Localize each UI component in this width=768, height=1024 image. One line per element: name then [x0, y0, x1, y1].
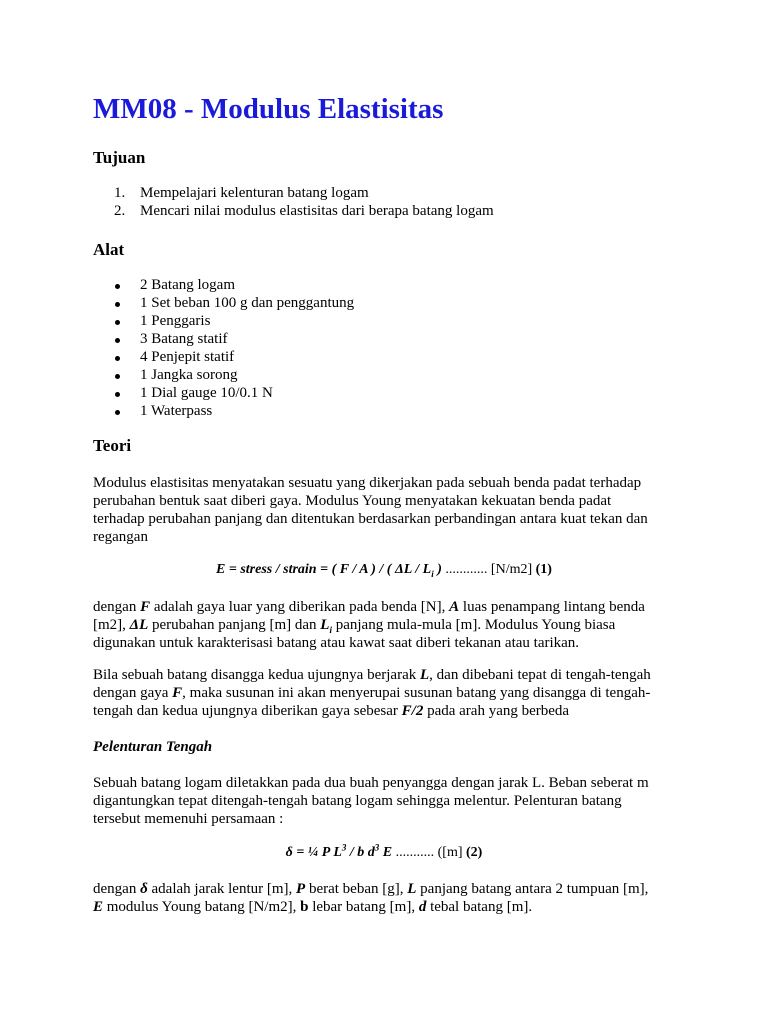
- list-item: 1 Jangka sorong: [93, 366, 653, 384]
- pelenturan-heading: Pelenturan Tengah: [93, 739, 213, 755]
- list-item: 1. Mempelajari kelenturan batang logam: [114, 185, 369, 201]
- bullet-icon: [115, 320, 120, 325]
- formula-1: E = stress / strain = ( F / A ) / ( ΔL / $L_i$ ) ............ [N/m2] (1): [216, 562, 552, 579]
- alat-list: [93, 276, 653, 420]
- list-item: 1 Dial gauge 10/0.1 N: [93, 384, 653, 402]
- page-title: MM08 - Modulus Elastisitas: [93, 93, 444, 125]
- tujuan-heading: Tujuan: [93, 148, 146, 167]
- formula-2: δ = ¼ P $L^3$ / b $d^3$ E ........... ([m] (2): [285, 842, 483, 860]
- bullet-icon: [115, 374, 120, 379]
- tujuan-list: [93, 184, 653, 220]
- list-item: 1 Set beban 100 g dan penggantung: [93, 294, 653, 312]
- list-item: 4 Penjepit statif: [93, 348, 653, 366]
- bullet-icon: [115, 302, 120, 307]
- list-item: 2 Batang logam: [93, 276, 653, 294]
- list-item: 1 Waterpass: [93, 402, 653, 420]
- list-item: 3 Batang statif: [93, 330, 653, 348]
- bullet-icon: [115, 338, 120, 343]
- list-item: 1 Penggaris: [93, 312, 653, 330]
- teori-heading: Teori: [93, 436, 132, 455]
- bullet-icon: [115, 356, 120, 361]
- teori-paragraph-2: dengan F adalah gaya luar yang diberikan pada benda [N], A luas penampang lintang benda [m2], ΔL perubahan panjang [m] dan $L_i$ panjang mula-mula [m]. Modulus Young biasa digunakan untuk karakterisasi batang atau kawat saat diberi tekanan atau tarikan.: [93, 599, 645, 651]
- teori-paragraph-3: Bila sebuah batang disangga kedua ujungnya berjarak L, dan dibebani tepat di tengah-tengah dengan gaya F, maka susunan ini akan menyerupai susunan batang yang disangga di tengah- tengah dan kedua ujungnya diberikan gaya sebesar F/2 pada arah yang berbeda: [93, 667, 651, 719]
- teori-paragraph-1: Modulus elastisitas menyatakan sesuatu yang dikerjakan pada sebuah benda padat terhadap perubahan bentuk saat diberi gaya. Modulus Young menyatakan kekuatan benda padat terhadap perubahan panjang dan ditentukan berdasarkan perbandingan antara kuat tekan dan regangan: [93, 475, 648, 545]
- alat-heading: Alat: [93, 240, 125, 259]
- bullet-icon: [115, 410, 120, 415]
- list-item: 2. Mencari nilai modulus elastisitas dari berapa batang logam: [114, 203, 494, 219]
- pelenturan-paragraph-1: Sebuah batang logam diletakkan pada dua buah penyangga dengan jarak L. Beban seberat m digantungkan tepat ditengah-tengah batang logam sehingga melentur. Pelenturan batang tersebut memenuhi persamaan :: [93, 775, 649, 827]
- bullet-icon: [115, 284, 120, 289]
- bullet-icon: [115, 392, 120, 397]
- pelenturan-paragraph-2: dengan δ adalah jarak lentur [m], P berat beban [g], L panjang batang antara 2 tumpuan [m], E modulus Young batang [N/m2], b lebar batang [m], d tebal batang [m].: [93, 881, 649, 915]
